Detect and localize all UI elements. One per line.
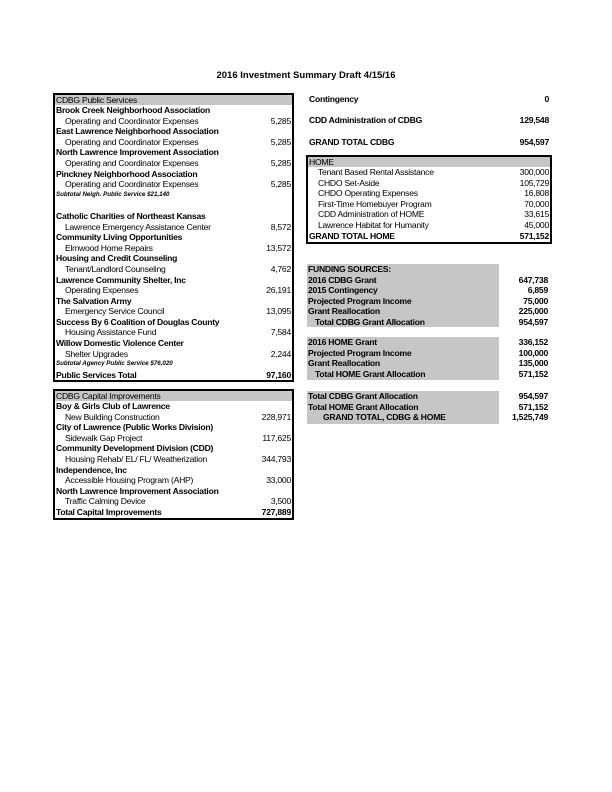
row-value: 300,000	[519, 167, 549, 177]
row-label: Community Living Opportunities	[56, 232, 183, 243]
row-value: 647,738	[518, 274, 548, 285]
home-header	[308, 157, 550, 167]
organization-row	[55, 296, 292, 307]
row-label: Housing and Credit Counseling	[56, 253, 178, 264]
row-label: CDD Administration of HOME	[318, 209, 425, 220]
funding-sources-cdbg	[307, 264, 549, 327]
row-label: 2016 HOME Grant	[308, 337, 377, 347]
row-value: 100,000	[518, 347, 548, 358]
section-header-label: CDBG Public Services	[56, 95, 137, 105]
line-item-row	[55, 116, 292, 127]
row-label: Housing Assistance Fund	[65, 327, 157, 338]
organization-row	[55, 317, 292, 328]
row-label: Brook Creek Neighborhood Association	[56, 105, 210, 115]
row-value: 5,285	[270, 157, 291, 168]
capital-header	[55, 391, 292, 401]
organization-row	[55, 401, 292, 412]
line-item-row	[55, 433, 292, 444]
row-label: Operating and Coordinator Expenses	[65, 157, 199, 168]
row-label: North Lawrence Improvement Association	[56, 147, 219, 158]
row-value: 33,000	[266, 475, 291, 486]
line-item-row	[55, 412, 292, 423]
total-label: Total HOME Grant Allocation	[315, 368, 426, 379]
subtotal-row	[55, 359, 292, 370]
row-label: North Lawrence Improvement Association	[56, 485, 219, 496]
row-value: 344,793	[261, 453, 291, 464]
line-item-row	[55, 158, 292, 169]
row-value: 228,971	[261, 411, 291, 422]
line-item-row	[308, 199, 550, 210]
row-label: Housing Rehab/ EL/ FL/ Weatherization	[65, 453, 208, 464]
funding-header: FUNDING SOURCES:	[308, 264, 391, 274]
row-label: CHDO Set-Aside	[318, 177, 380, 188]
row-value: 70,000	[524, 198, 549, 209]
row-label: Success By 6 Coalition of Douglas County	[56, 316, 220, 327]
funding-header-row	[307, 264, 549, 275]
line-item-row	[308, 178, 550, 189]
row-value: 13,095	[266, 306, 291, 317]
cdd-admin-label: CDD Administration of CDBG	[309, 115, 423, 125]
row-label: Willow Domestic Violence Center	[56, 338, 184, 349]
public-services-table	[53, 93, 294, 382]
organization-row	[55, 275, 292, 286]
row-label: CHDO Operating Expenses	[318, 188, 418, 199]
line-item-row	[307, 306, 549, 317]
line-item-row	[55, 496, 292, 507]
row-value: 5,285	[270, 136, 291, 147]
line-item-row	[55, 327, 292, 338]
line-item-row	[55, 243, 292, 254]
row-label: Projected Program Income	[308, 347, 412, 358]
line-item-row	[307, 348, 549, 359]
organization-row	[55, 443, 292, 454]
organization-row	[55, 232, 292, 243]
line-item-row	[55, 264, 292, 275]
row-value: 571,152	[518, 401, 548, 412]
line-item-row	[308, 167, 550, 178]
organization-row	[55, 126, 292, 137]
page-title: 2016 Investment Summary Draft 4/15/16	[216, 70, 396, 81]
row-value: 26,191	[266, 285, 291, 296]
row-label: Shelter Upgrades	[65, 348, 128, 359]
organization-row	[55, 338, 292, 349]
row-label: Catholic Charities of Northeast Kansas	[56, 210, 206, 221]
line-item-row	[55, 306, 292, 317]
total-label: Public Services Total	[56, 369, 137, 380]
row-label: Total CDBG Grant Allocation	[308, 391, 418, 401]
contingency-value: 0	[544, 94, 549, 104]
row-value: 3,500	[270, 496, 291, 507]
public-services-total-row	[55, 370, 292, 381]
row-label: East Lawrence Neighborhood Association	[56, 126, 219, 137]
row-value: 135,000	[518, 358, 548, 369]
row-label: Sidewalk Gap Project	[65, 432, 143, 443]
row-value: 16,808	[524, 188, 549, 199]
row-label: Tenant Based Rental Assistance	[318, 167, 434, 177]
row-label: First-Time Homebuyer Program	[318, 198, 432, 209]
line-item-row	[307, 285, 549, 296]
row-label: Pinckney Neighborhood Association	[56, 168, 198, 179]
funding-home-total-row	[307, 369, 549, 380]
row-label: Emergency Service Council	[65, 306, 165, 317]
subtotal-row	[55, 190, 292, 201]
row-label: 2015 Contingency	[308, 285, 378, 296]
row-value: 225,000	[518, 306, 548, 317]
line-item-row	[55, 137, 292, 148]
row-value: 5,285	[270, 179, 291, 190]
row-label: Operating and Coordinator Expenses	[65, 179, 199, 190]
total-value: 571,152	[519, 230, 549, 241]
row-label: Boy & Girls Club of Lawrence	[56, 401, 170, 411]
grand-total-value: 1,525,749	[512, 412, 548, 423]
row-label: Lawrence Emergency Assistance Center	[65, 221, 211, 232]
row-label: Lawrence Community Shelter, Inc	[56, 274, 186, 285]
capital-total-row	[55, 507, 292, 518]
contingency-row	[309, 94, 549, 104]
total-value: 571,152	[518, 368, 548, 379]
line-item-row	[307, 296, 549, 307]
row-label: City of Lawrence (Public Works Division)	[56, 422, 213, 433]
row-label: The Salvation Army	[56, 295, 132, 306]
total-value: 727,889	[261, 506, 291, 517]
row-value: 6,859	[527, 285, 548, 296]
row-label: Operating and Coordinator Expenses	[65, 136, 199, 147]
row-label: Grant Reallocation	[308, 306, 380, 317]
line-item-row	[308, 209, 550, 220]
organization-row	[55, 105, 292, 116]
total-label: GRAND TOTAL HOME	[309, 230, 395, 241]
line-item-row	[55, 349, 292, 360]
row-label: Grant Reallocation	[308, 358, 380, 369]
organization-row	[55, 147, 292, 158]
total-value: 954,597	[518, 316, 548, 327]
row-label: Total HOME Grant Allocation	[308, 401, 419, 412]
row-label: Accessible Housing Program (AHP)	[65, 475, 194, 486]
row-value: 5,285	[270, 115, 291, 126]
grand-totals	[307, 391, 549, 424]
line-item-row	[55, 222, 292, 233]
public-services-header	[55, 95, 292, 105]
line-item-row	[55, 285, 292, 296]
row-value: 7,584	[270, 327, 291, 338]
row-label: Elmwood Home Repairs	[65, 242, 153, 253]
line-item-row	[307, 402, 549, 413]
row-value: 13,572	[266, 242, 291, 253]
grand-total-cdbg-value: 954,597	[519, 137, 549, 147]
contingency-label: Contingency	[309, 94, 359, 104]
capital-improvements-table	[53, 389, 294, 520]
line-item-row	[307, 358, 549, 369]
row-value: 45,000	[524, 219, 549, 230]
row-value: 8,572	[270, 221, 291, 232]
row-value: 336,152	[518, 337, 548, 347]
line-item-row	[307, 275, 549, 286]
line-item-row	[55, 200, 292, 211]
line-item-row	[308, 220, 550, 231]
line-item-row	[307, 337, 549, 348]
row-label: 2016 CDBG Grant	[308, 274, 377, 285]
organization-row	[55, 465, 292, 476]
funding-sources-home	[307, 337, 549, 380]
row-value: 954,597	[518, 391, 548, 401]
total-value: 97,160	[266, 369, 291, 380]
grand-total-label: GRAND TOTAL, CDBG & HOME	[323, 412, 446, 423]
row-label: Operating Expenses	[65, 285, 139, 296]
line-item-row	[55, 179, 292, 190]
grand-total-row	[307, 412, 549, 423]
home-total-row	[308, 231, 550, 242]
grand-total-cdbg-label: GRAND TOTAL CDBG	[309, 137, 395, 147]
funding-cdbg-total-row	[307, 317, 549, 328]
organization-row	[55, 486, 292, 497]
organization-row	[55, 422, 292, 433]
organization-row	[55, 169, 292, 180]
line-item-row	[55, 475, 292, 486]
organization-row	[55, 211, 292, 222]
row-label: Community Development Division (CDD)	[56, 443, 214, 454]
row-value: 75,000	[523, 295, 548, 306]
section-header-label: CDBG Capital Improvements	[56, 391, 161, 401]
cdd-admin-row	[309, 115, 549, 125]
row-label: Subtotal Agency Public Service $76,020	[56, 360, 173, 368]
row-label: Operating and Coordinator Expenses	[65, 115, 199, 126]
row-label: Subtotal Neigh. Public Service $21,140	[56, 190, 170, 198]
row-label: Projected Program Income	[308, 295, 412, 306]
line-item-row	[307, 391, 549, 402]
row-label: New Building Construction	[65, 411, 160, 422]
line-item-row	[308, 188, 550, 199]
row-value: 2,244	[270, 348, 291, 359]
row-label: Traffic Calming Device	[65, 496, 146, 507]
row-label: Lawrence Habitat for Humanity	[318, 219, 429, 230]
row-value: 33,615	[524, 209, 549, 220]
row-value: 4,762	[270, 263, 291, 274]
row-label: Independence, Inc	[56, 464, 127, 475]
row-value: 105,729	[519, 177, 549, 188]
total-label: Total Capital Improvements	[56, 506, 162, 517]
section-header-label: HOME	[309, 157, 334, 167]
row-value: 117,625	[262, 432, 291, 443]
total-label: Total CDBG Grant Allocation	[315, 316, 425, 327]
cdd-admin-value: 129,548	[519, 115, 549, 125]
line-item-row	[55, 454, 292, 465]
organization-row	[55, 253, 292, 264]
home-table	[306, 155, 552, 244]
row-label: Tenant/Landlord Counseling	[65, 263, 166, 274]
grand-total-cdbg-row	[309, 137, 549, 147]
